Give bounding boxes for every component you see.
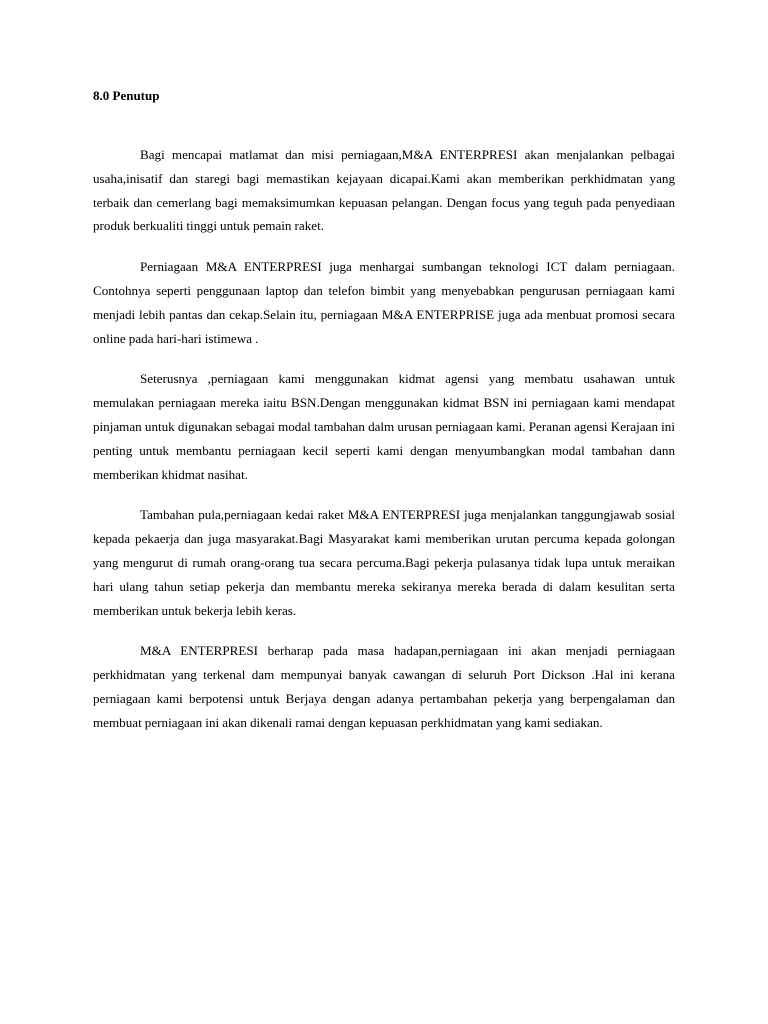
- paragraph: Bagi mencapai matlamat dan misi perniagaan,M&A ENTERPRESI akan menjalankan pelbagai usaha,inisatif dan staregi bagi memastikan kejayaan dicapai.Kami akan memberikan perkhidmatan yang terbaik dan cemerlang bagi memaksimumkan kepuasan pelangan. Dengan focus yang teguh pada penyediaan produk berkualiti tinggi untuk pemain raket.: [93, 147, 675, 234]
- paragraph: Seterusnya ,perniagaan kami menggunakan kidmat agensi yang membatu usahawan untuk memulakan perniagaan mereka iaitu BSN.Dengan menggunakan kidmat BSN ini perniagaan kami mendapat pinjaman untuk digunakan sebagai modal tambahan dalm urusan perniagaan kami. Peranan agensi Kerajaan ini penting untuk membantu perniagaan kecil seperti kami dengan menyumbangkan modal tambahan dann memberikan khidmat nasihat.: [93, 371, 675, 482]
- paragraph: Tambahan pula,perniagaan kedai raket M&A ENTERPRESI juga menjalankan tanggungjawab sosial kepada pekaerja dan juga masyarakat.Bagi Masyarakat kami memberikan urutan percuma kepada golongan yang mengurut di rumah orang-orang tua secara percuma.Bagi pekerja pulasanya tidak lupa untuk meraikan hari ulang tahun setiap pekerja dan membantu mereka sekiranya mereka berada di dalam kesulitan serta memberikan untuk bekerja lebih keras.: [93, 507, 675, 618]
- section-heading: 8.0 Penutup: [93, 88, 160, 103]
- document-page: [93, 0, 675, 1024]
- paragraph: Perniagaan M&A ENTERPRESI juga menhargai sumbangan teknologi ICT dalam perniagaan. Contohnya seperti penggunaan laptop dan telefon bimbit yang menyebabkan pengurusan perniagaan kami menjadi lebih pantas dan cekap.Selain itu, perniagaan M&A ENTERPRISE juga ada menbuat promosi secara online pada hari-hari istimewa .: [93, 259, 675, 346]
- paragraph: M&A ENTERPRESI berharap pada masa hadapan,perniagaan ini akan menjadi perniagaan perkhidmatan yang terkenal dam mempunyai banyak cawangan di seluruh Port Dickson .Hal ini kerana perniagaan kami berpotensi untuk Berjaya dengan adanya pertambahan pekerja yang berpengalaman dan membuat perniagaan ini akan dikenali ramai dengan kepuasan perkhidmatan yang kami sediakan.: [93, 643, 675, 730]
- document-body: [93, 143, 675, 752]
